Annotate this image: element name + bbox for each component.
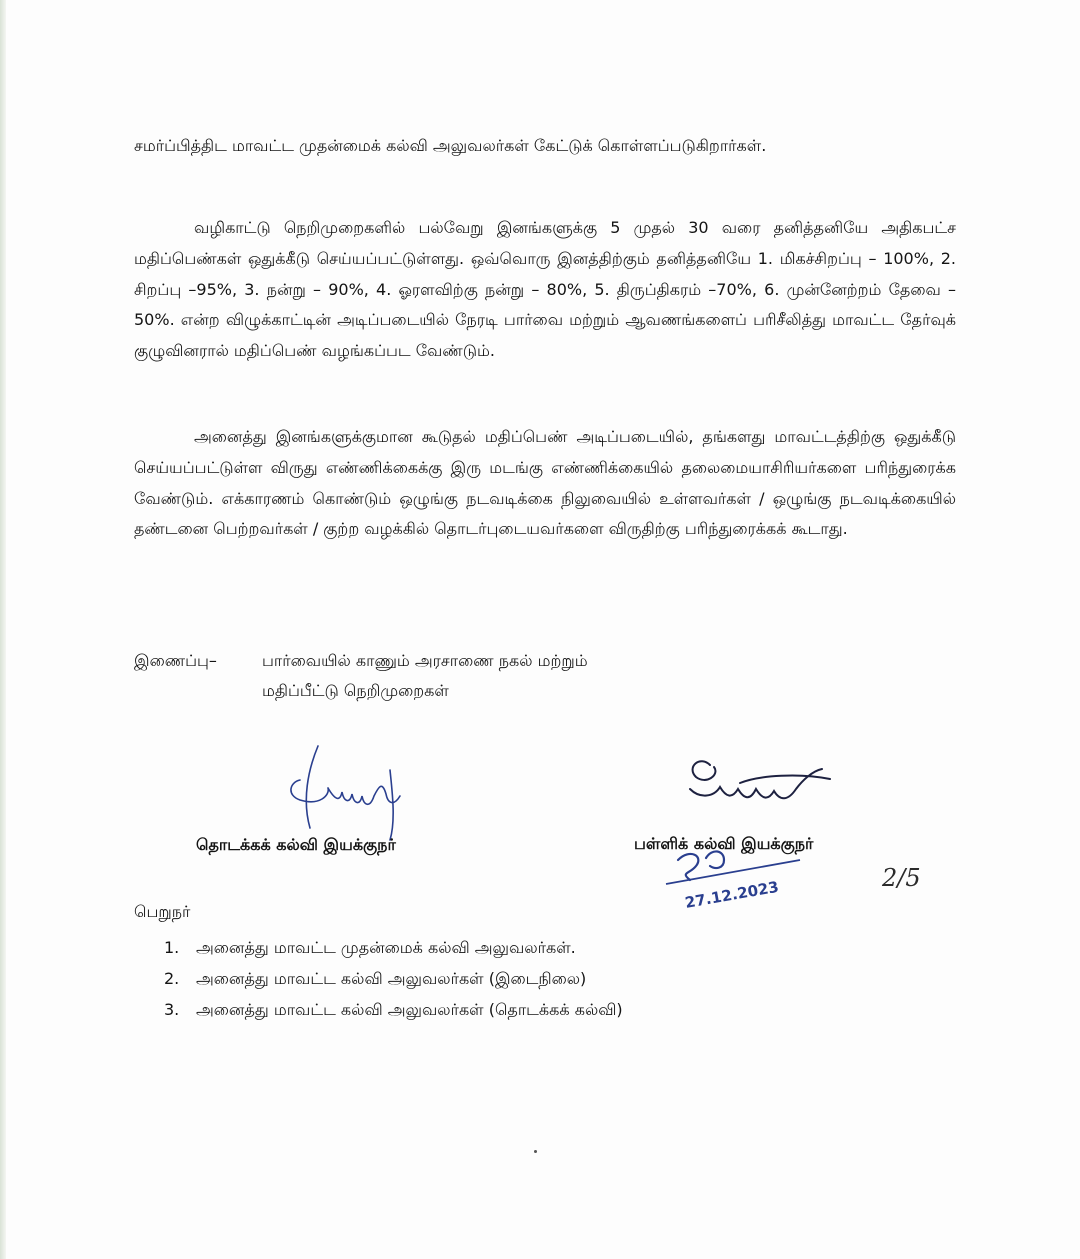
enclosure-label: இணைப்பு– [134,651,217,670]
signature-block-elementary [190,740,490,854]
signatory-title: பள்ளிக் கல்வி இயக்குநர் [634,834,814,853]
paragraph-marking-guidelines: வழிகாட்டு நெறிமுறைகளில் பல்வேறு இனங்களுக்கு 5 முதல் 30 வரை தனித்தனியே அதிகபட்ச மதிப்பெண்கள் ஒதுக்கீடு செய்யப்பட்டுள்ளது. ஒவ்வொரு இனத்திற்கும் தனித்தனியே 1. மிகச்சிறப்பு – 100%, 2. சிறப்பு –95%, 3. நன்று – 90%, 4. ஓரளவிற்கு நன்று – 80%, 5. திருப்திகரம் –70%, 6. முன்னேற்றம் தேவை –50%. என்ற விழுக்காட்டின் அடிப்படையில் நேரடி பார்வை மற்றும் ஆவணங்களைப் பரிசீலித்து மாவட்ட தேர்வுக் குழுவினரால் மதிப்பெண் வழங்கப்பட வேண்டும். [134,218,956,361]
stamp-date: 27.12.2023 [683,877,781,912]
enclosure-line: மதிப்பீட்டு நெறிமுறைகள் [262,681,449,700]
list-item: 3. அனைத்து மாவட்ட கல்வி அலுவலர்கள் (தொடக்கக் கல்வி) [164,1000,623,1019]
date-stamp [660,838,810,918]
page-mark-text: 2/5 [882,864,921,892]
recipients-title: பெறுநர் [134,902,191,921]
signatory-title: தொடக்கக் கல்வி இயக்குநர் [196,835,396,854]
paragraph-continuation: சமர்ப்பித்திட மாவட்ட முதன்மைக் கல்வி அலுவலர்கள் கேட்டுக் கொள்ளப்படுகிறார்கள். [134,136,767,155]
page-mark [878,852,928,902]
list-item: 1. அனைத்து மாவட்ட முதன்மைக் கல்வி அலுவலர்கள். [164,938,576,957]
recipients-list [164,932,623,1025]
paragraph-recommendation-rules: அனைத்து இனங்களுக்குமான கூடுதல் மதிப்பெண் அடிப்படையில், தங்களது மாவட்டத்திற்கு ஒதுக்கீடு செய்யப்பட்டுள்ள விருது எண்ணிக்கைக்கு இரு மடங்கு எண்ணிக்கையில் தலைமையாசிரியர்களை பரிந்துரைக்க வேண்டும். எக்காரணம் கொண்டும் ஒழுங்கு நடவடிக்கை நிலுவையில் உள்ளவர்கள் / ஒழுங்கு நடவடிக்கையில் தண்டனை பெற்றவர்கள் / குற்ற வழக்கில் தொடர்புடையவர்களை விருதிற்கு பரிந்துரைக்கக் கூடாது. [134,427,956,539]
list-item: 2. அனைத்து மாவட்ட கல்வி அலுவலர்கள் (இடைநிலை) [164,969,587,988]
scan-edge [0,0,6,1259]
enclosure-line: பார்வையில் காணும் அரசாணை நகல் மற்றும் [262,651,588,670]
handwritten-signature-left [190,740,490,850]
scan-speck [534,1150,537,1153]
